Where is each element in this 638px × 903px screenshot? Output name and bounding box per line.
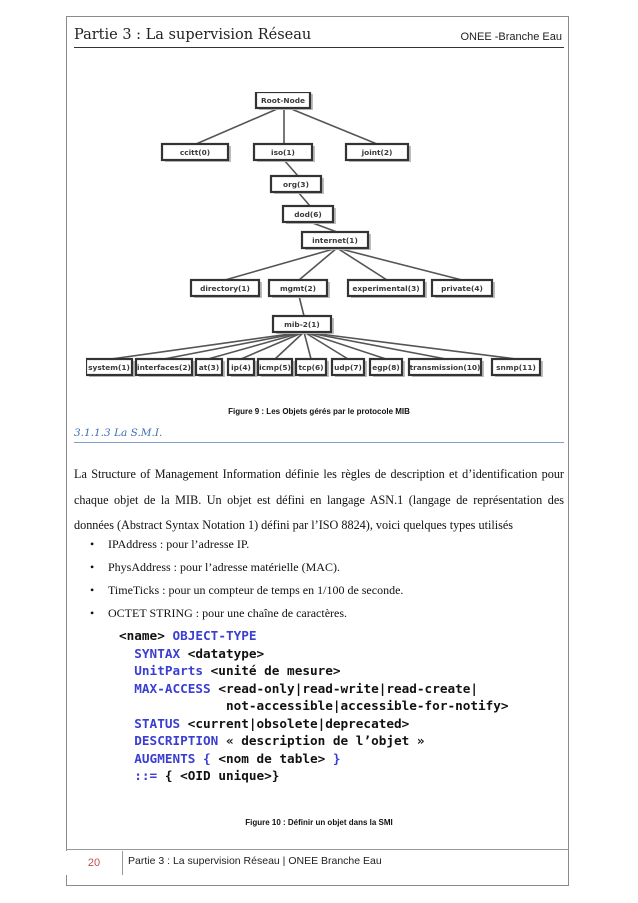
code-line-3: UnitParts <unité de mesure> (119, 663, 341, 678)
node-root-node (256, 92, 313, 110)
node-interfaces (136, 359, 195, 377)
code-line-7: DESCRIPTION « description de l’objet » (119, 733, 425, 748)
node-internet (302, 232, 371, 250)
node-label: ip(4) (231, 363, 251, 372)
node-label: mgmt(2) (279, 284, 317, 293)
node-system (86, 359, 135, 377)
node-dod (283, 206, 336, 224)
node-at (196, 359, 225, 377)
node-label: transmission(10) (409, 363, 481, 372)
node-udp (332, 359, 367, 377)
header-title: Partie 3 : La supervision Réseau (74, 27, 312, 43)
mib-tree-diagram (86, 92, 550, 382)
node-iso (254, 144, 315, 162)
bullet-icon: • (90, 537, 95, 551)
node-transmission (409, 359, 484, 377)
header-rule (74, 47, 564, 48)
node-label: mib-2(1) (284, 320, 320, 329)
node-label: org(3) (283, 180, 309, 189)
node-mib-2 (273, 316, 334, 334)
bullet-icon: • (90, 606, 95, 620)
types-list (86, 533, 403, 625)
node-label: dod(6) (294, 210, 322, 219)
node-ip (228, 359, 257, 377)
object-type-code-block (119, 627, 509, 785)
list-item-text: PhysAddress : pour l’adresse matérielle (MAC). (108, 560, 340, 574)
node-icmp (258, 359, 295, 377)
node-experimental (348, 280, 427, 298)
node-label: directory(1) (200, 284, 250, 293)
section-title: 3.1.1.3 La S.M.I. (74, 427, 163, 439)
list-item (86, 602, 403, 625)
bullet-icon: • (90, 560, 95, 574)
node-private (432, 280, 495, 298)
footer-rule (66, 849, 569, 850)
node-label: private(4) (441, 284, 483, 293)
node-label: snmp(11) (496, 363, 536, 372)
node-label: interfaces(2) (137, 363, 191, 372)
node-label: ccitt(0) (179, 148, 211, 157)
list-item (86, 556, 403, 579)
figure-10-caption: Figure 10 : Définir un objet dans la SMI (245, 818, 393, 827)
figure-9-caption: Figure 9 : Les Objets gérés par le protocole MIB (228, 407, 410, 416)
node-directory (191, 280, 262, 298)
list-item-text: OCTET STRING : pour une chaîne de caractères. (108, 606, 348, 620)
node-mgmt (269, 280, 330, 298)
node-label: system(1) (88, 363, 130, 372)
code-line-9: ::= { <OID unique>} (119, 768, 280, 783)
node-org (271, 176, 324, 194)
node-label: joint(2) (361, 148, 393, 157)
node-ccitt (162, 144, 231, 162)
code-line-4: MAX-ACCESS <read-only|read-write|read-create| (119, 680, 479, 696)
code-line-5: not-accessible|accessible-for-notify> (119, 698, 509, 713)
list-item-text: IPAddress : pour l’adresse IP. (108, 537, 250, 551)
code-line-2: SYNTAX <datatype> (119, 645, 265, 661)
node-joint (346, 144, 411, 162)
page-number: 20 (66, 851, 123, 875)
code-line-8: AUGMENTS { <nom de table> } (119, 750, 341, 766)
code-line-6: STATUS <current|obsolete|deprecated> (119, 715, 410, 731)
code-line-1: <name> OBJECT-TYPE (119, 628, 257, 643)
node-tcp (296, 359, 329, 377)
bullet-icon: • (90, 583, 95, 597)
smi-paragraph: La Structure of Management Information définie les règles de description et d’identification pour chaque objet de la MIB. Un objet est défini en langage ASN.1 (langage de représentation des données (Abstract Syntax Notation 1) défini par l’ISO 8824), voici quelques types utilisés (74, 467, 564, 533)
list-item-text: TimeTicks : pour un compteur de temps en 1/100 de seconde. (108, 583, 404, 597)
node-label: at(3) (198, 363, 220, 372)
node-label: iso(1) (271, 148, 295, 157)
node-label: tcp(6) (298, 363, 324, 372)
list-item (86, 533, 403, 556)
node-snmp (492, 359, 543, 377)
node-label: icmp(5) (259, 363, 291, 372)
node-label: experimental(3) (352, 284, 420, 293)
footer-text: Partie 3 : La supervision Réseau | ONEE Branche Eau (128, 855, 382, 867)
header-organization: ONEE -Branche Eau (460, 31, 562, 43)
node-label: egp(8) (372, 363, 400, 372)
section-rule (74, 442, 564, 443)
node-label: internet(1) (312, 236, 358, 245)
node-egp (370, 359, 405, 377)
node-label: udp(7) (334, 363, 362, 372)
node-label: Root-Node (260, 96, 306, 105)
list-item (86, 579, 403, 602)
